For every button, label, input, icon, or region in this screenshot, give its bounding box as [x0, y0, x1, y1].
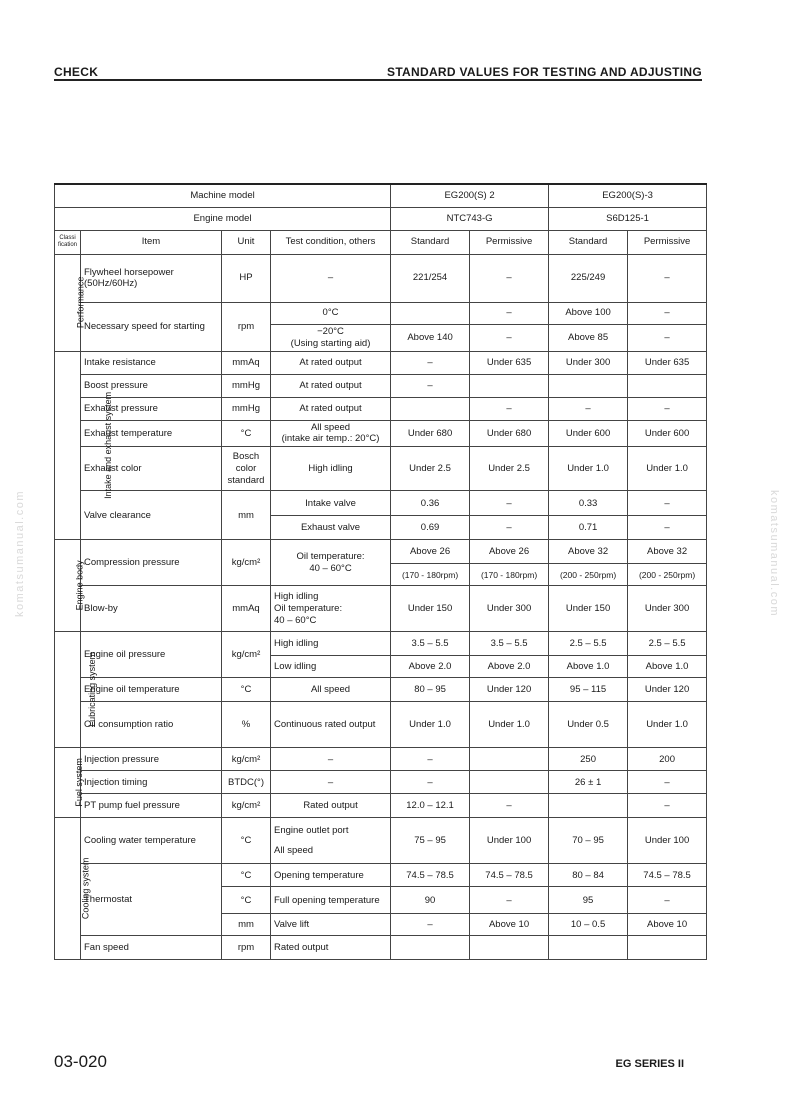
series-label: EG SERIES II	[615, 1058, 684, 1070]
value-cell: –	[628, 771, 707, 794]
col-item: Item	[81, 230, 222, 254]
condition-cell: Valve lift	[271, 914, 391, 936]
value-cell: (170 - 180rpm)	[391, 564, 470, 586]
unit-cell: °C	[222, 678, 271, 702]
col-classification: Classi fication	[55, 230, 81, 254]
unit-cell: mmHg	[222, 397, 271, 420]
condition-cell: Intake valve	[271, 491, 391, 516]
group-intake-exhaust: Intake and exhaust system	[55, 351, 81, 540]
value-cell: Under 300	[549, 351, 628, 374]
value-cell: 3.5 – 5.5	[470, 632, 549, 656]
value-cell: Above 2.0	[470, 656, 549, 678]
condition-cell: –	[271, 771, 391, 794]
value-cell: –	[470, 324, 549, 351]
value-cell: Above 85	[549, 324, 628, 351]
unit-cell: kg/cm²	[222, 540, 271, 586]
condition-cell: Full opening temperature	[271, 887, 391, 914]
value-cell: Under 680	[391, 420, 470, 447]
condition-cell: –	[271, 748, 391, 771]
condition-cell: Rated output	[271, 794, 391, 818]
condition-cell: High idling	[271, 632, 391, 656]
condition-cell: High idling Oil temperature: 40 – 60°C	[271, 586, 391, 632]
value-cell: (170 - 180rpm)	[470, 564, 549, 586]
value-cell: –	[628, 254, 707, 302]
value-cell: Under 600	[628, 420, 707, 447]
value-cell: –	[470, 516, 549, 540]
condition-cell: Low idling	[271, 656, 391, 678]
value-cell: –	[470, 397, 549, 420]
value-cell: 10 – 0.5	[549, 914, 628, 936]
item-engine-oil-temperature: Engine oil temperature	[81, 678, 222, 702]
item-valve-clearance: Valve clearance	[81, 491, 222, 540]
value-cell: 75 – 95	[391, 818, 470, 864]
value-cell: –	[628, 302, 707, 324]
condition-cell: Exhaust valve	[271, 516, 391, 540]
page-heading: STANDARD VALUES FOR TESTING AND ADJUSTING	[387, 65, 702, 79]
value-cell	[391, 302, 470, 324]
value-cell: 0.36	[391, 491, 470, 516]
value-cell: 80 – 95	[391, 678, 470, 702]
value-cell: Above 32	[628, 540, 707, 564]
value-cell: –	[549, 397, 628, 420]
value-cell: Above 10	[628, 914, 707, 936]
col-standard-2: Standard	[549, 230, 628, 254]
value-cell	[470, 374, 549, 397]
condition-cell: All speed (intake air temp.: 20°C)	[271, 420, 391, 447]
condition-cell: Engine outlet port All speed	[271, 818, 391, 864]
item-exhaust-color: Exhaust color	[81, 447, 222, 491]
value-cell: Under 1.0	[470, 702, 549, 748]
value-cell: Under 120	[470, 678, 549, 702]
value-cell: 80 – 84	[549, 864, 628, 887]
value-cell: Above 1.0	[549, 656, 628, 678]
machine-model-1: EG200(S) 2	[391, 184, 549, 207]
item-exhaust-temperature: Exhaust temperature	[81, 420, 222, 447]
value-cell: 0.69	[391, 516, 470, 540]
value-cell: –	[628, 516, 707, 540]
unit-cell: mmHg	[222, 374, 271, 397]
condition-cell: At rated output	[271, 374, 391, 397]
value-cell: Under 150	[549, 586, 628, 632]
value-cell: Under 635	[628, 351, 707, 374]
value-cell	[391, 397, 470, 420]
item-blow-by: Blow-by	[81, 586, 222, 632]
value-cell: 74.5 – 78.5	[470, 864, 549, 887]
machine-model-2: EG200(S)-3	[549, 184, 707, 207]
engine-model-2: S6D125-1	[549, 207, 707, 230]
value-cell: (200 - 250rpm)	[549, 564, 628, 586]
value-cell	[391, 936, 470, 960]
condition-cell: −20°C (Using starting aid)	[271, 324, 391, 351]
value-cell: 200	[628, 748, 707, 771]
unit-cell: mm	[222, 491, 271, 540]
unit-cell: kg/cm²	[222, 748, 271, 771]
group-engine-body: Engine body	[55, 540, 81, 632]
value-cell: Under 150	[391, 586, 470, 632]
value-cell	[549, 794, 628, 818]
unit-cell: °C	[222, 887, 271, 914]
value-cell: –	[628, 491, 707, 516]
value-cell: 2.5 – 5.5	[549, 632, 628, 656]
watermark-right: komatsumanual.com	[768, 490, 780, 617]
value-cell: –	[470, 491, 549, 516]
engine-model-label: Engine model	[55, 207, 391, 230]
unit-cell: rpm	[222, 302, 271, 351]
value-cell: Under 0.5	[549, 702, 628, 748]
value-cell: 12.0 – 12.1	[391, 794, 470, 818]
item-engine-oil-pressure: Engine oil pressure	[81, 632, 222, 678]
value-cell: Above 2.0	[391, 656, 470, 678]
value-cell: 225/249	[549, 254, 628, 302]
value-cell: 2.5 – 5.5	[628, 632, 707, 656]
item-thermostat: Thermostat	[81, 864, 222, 936]
value-cell: 95 – 115	[549, 678, 628, 702]
value-cell: 0.71	[549, 516, 628, 540]
unit-cell: rpm	[222, 936, 271, 960]
col-permissive-2: Permissive	[628, 230, 707, 254]
value-cell: Under 1.0	[391, 702, 470, 748]
item-intake-resistance: Intake resistance	[81, 351, 222, 374]
condition-cell: Continuous rated output	[271, 702, 391, 748]
value-cell: –	[391, 374, 470, 397]
condition-cell: At rated output	[271, 351, 391, 374]
value-cell: Above 32	[549, 540, 628, 564]
value-cell: Under 300	[628, 586, 707, 632]
group-fuel: Fuel system	[55, 748, 81, 818]
value-cell: 90	[391, 887, 470, 914]
value-cell: –	[470, 302, 549, 324]
value-cell: Under 600	[549, 420, 628, 447]
unit-cell: kg/cm²	[222, 794, 271, 818]
unit-cell: Bosch color standard	[222, 447, 271, 491]
value-cell: Under 2.5	[470, 447, 549, 491]
value-cell: 26 ± 1	[549, 771, 628, 794]
unit-cell: °C	[222, 864, 271, 887]
section-label: CHECK	[54, 65, 99, 79]
value-cell: Under 680	[470, 420, 549, 447]
value-cell: 70 – 95	[549, 818, 628, 864]
value-cell	[628, 936, 707, 960]
condition-cell: At rated output	[271, 397, 391, 420]
col-permissive-1: Permissive	[470, 230, 549, 254]
condition-cell: Oil temperature: 40 – 60°C	[271, 540, 391, 586]
item-pt-pump-pressure: PT pump fuel pressure	[81, 794, 222, 818]
value-cell: Under 1.0	[628, 447, 707, 491]
unit-cell: %	[222, 702, 271, 748]
col-condition: Test condition, others	[271, 230, 391, 254]
condition-cell: All speed	[271, 678, 391, 702]
header-rule	[54, 79, 702, 81]
condition-cell: Opening temperature	[271, 864, 391, 887]
value-cell: Above 1.0	[628, 656, 707, 678]
value-cell	[470, 771, 549, 794]
group-performance: Performance	[55, 254, 81, 351]
unit-cell: °C	[222, 420, 271, 447]
watermark-left: komatsumanual.com	[14, 490, 26, 617]
value-cell	[470, 936, 549, 960]
value-cell: –	[391, 748, 470, 771]
value-cell: Under 300	[470, 586, 549, 632]
value-cell: Above 26	[470, 540, 549, 564]
value-cell: Above 10	[470, 914, 549, 936]
unit-cell: BTDC(°)	[222, 771, 271, 794]
value-cell: –	[628, 794, 707, 818]
condition-cell: High idling	[271, 447, 391, 491]
value-cell: 0.33	[549, 491, 628, 516]
item-compression-pressure: Compression pressure	[81, 540, 222, 586]
condition-cell: Rated output	[271, 936, 391, 960]
machine-model-label: Machine model	[55, 184, 391, 207]
unit-cell: mmAq	[222, 351, 271, 374]
group-lubricating: Lubricating system	[55, 632, 81, 748]
value-cell: Under 120	[628, 678, 707, 702]
value-cell: Under 1.0	[549, 447, 628, 491]
item-injection-pressure: Injection pressure	[81, 748, 222, 771]
value-cell: –	[470, 887, 549, 914]
value-cell: Above 26	[391, 540, 470, 564]
value-cell: 250	[549, 748, 628, 771]
item-starting-speed: Necessary speed for starting	[81, 302, 222, 351]
value-cell: Above 140	[391, 324, 470, 351]
item-oil-consumption: Oil consumption ratio	[81, 702, 222, 748]
value-cell: 74.5 – 78.5	[391, 864, 470, 887]
value-cell: Under 1.0	[628, 702, 707, 748]
value-cell: Under 2.5	[391, 447, 470, 491]
value-cell: –	[391, 914, 470, 936]
value-cell	[470, 748, 549, 771]
item-exhaust-pressure: Exhaust pressure	[81, 397, 222, 420]
value-cell	[549, 936, 628, 960]
value-cell: –	[628, 324, 707, 351]
item-fan-speed: Fan speed	[81, 936, 222, 960]
value-cell: –	[628, 887, 707, 914]
condition-cell: 0°C	[271, 302, 391, 324]
value-cell: –	[391, 351, 470, 374]
item-flywheel-horsepower: Flywheel horsepower (50Hz/60Hz)	[81, 254, 222, 302]
engine-model-1: NTC743-G	[391, 207, 549, 230]
col-standard-1: Standard	[391, 230, 470, 254]
value-cell: Under 100	[628, 818, 707, 864]
value-cell: Under 635	[470, 351, 549, 374]
item-cooling-water-temperature: Cooling water temperature	[81, 818, 222, 864]
value-cell: (200 - 250rpm)	[628, 564, 707, 586]
value-cell: –	[628, 397, 707, 420]
group-cooling: Cooling system	[55, 818, 81, 960]
item-injection-timing: Injection timing	[81, 771, 222, 794]
page-number: 03-020	[54, 1052, 107, 1071]
standard-values-table	[54, 183, 707, 960]
value-cell: –	[470, 254, 549, 302]
condition-cell: –	[271, 254, 391, 302]
unit-cell: kg/cm²	[222, 632, 271, 678]
value-cell: Above 100	[549, 302, 628, 324]
col-unit: Unit	[222, 230, 271, 254]
value-cell: Under 100	[470, 818, 549, 864]
value-cell: 95	[549, 887, 628, 914]
value-cell: 74.5 – 78.5	[628, 864, 707, 887]
unit-cell: °C	[222, 818, 271, 864]
value-cell: –	[391, 771, 470, 794]
unit-cell: HP	[222, 254, 271, 302]
unit-cell: mmAq	[222, 586, 271, 632]
unit-cell: mm	[222, 914, 271, 936]
value-cell: –	[470, 794, 549, 818]
item-boost-pressure: Boost pressure	[81, 374, 222, 397]
value-cell	[628, 374, 707, 397]
value-cell: 221/254	[391, 254, 470, 302]
value-cell	[549, 374, 628, 397]
value-cell: 3.5 – 5.5	[391, 632, 470, 656]
